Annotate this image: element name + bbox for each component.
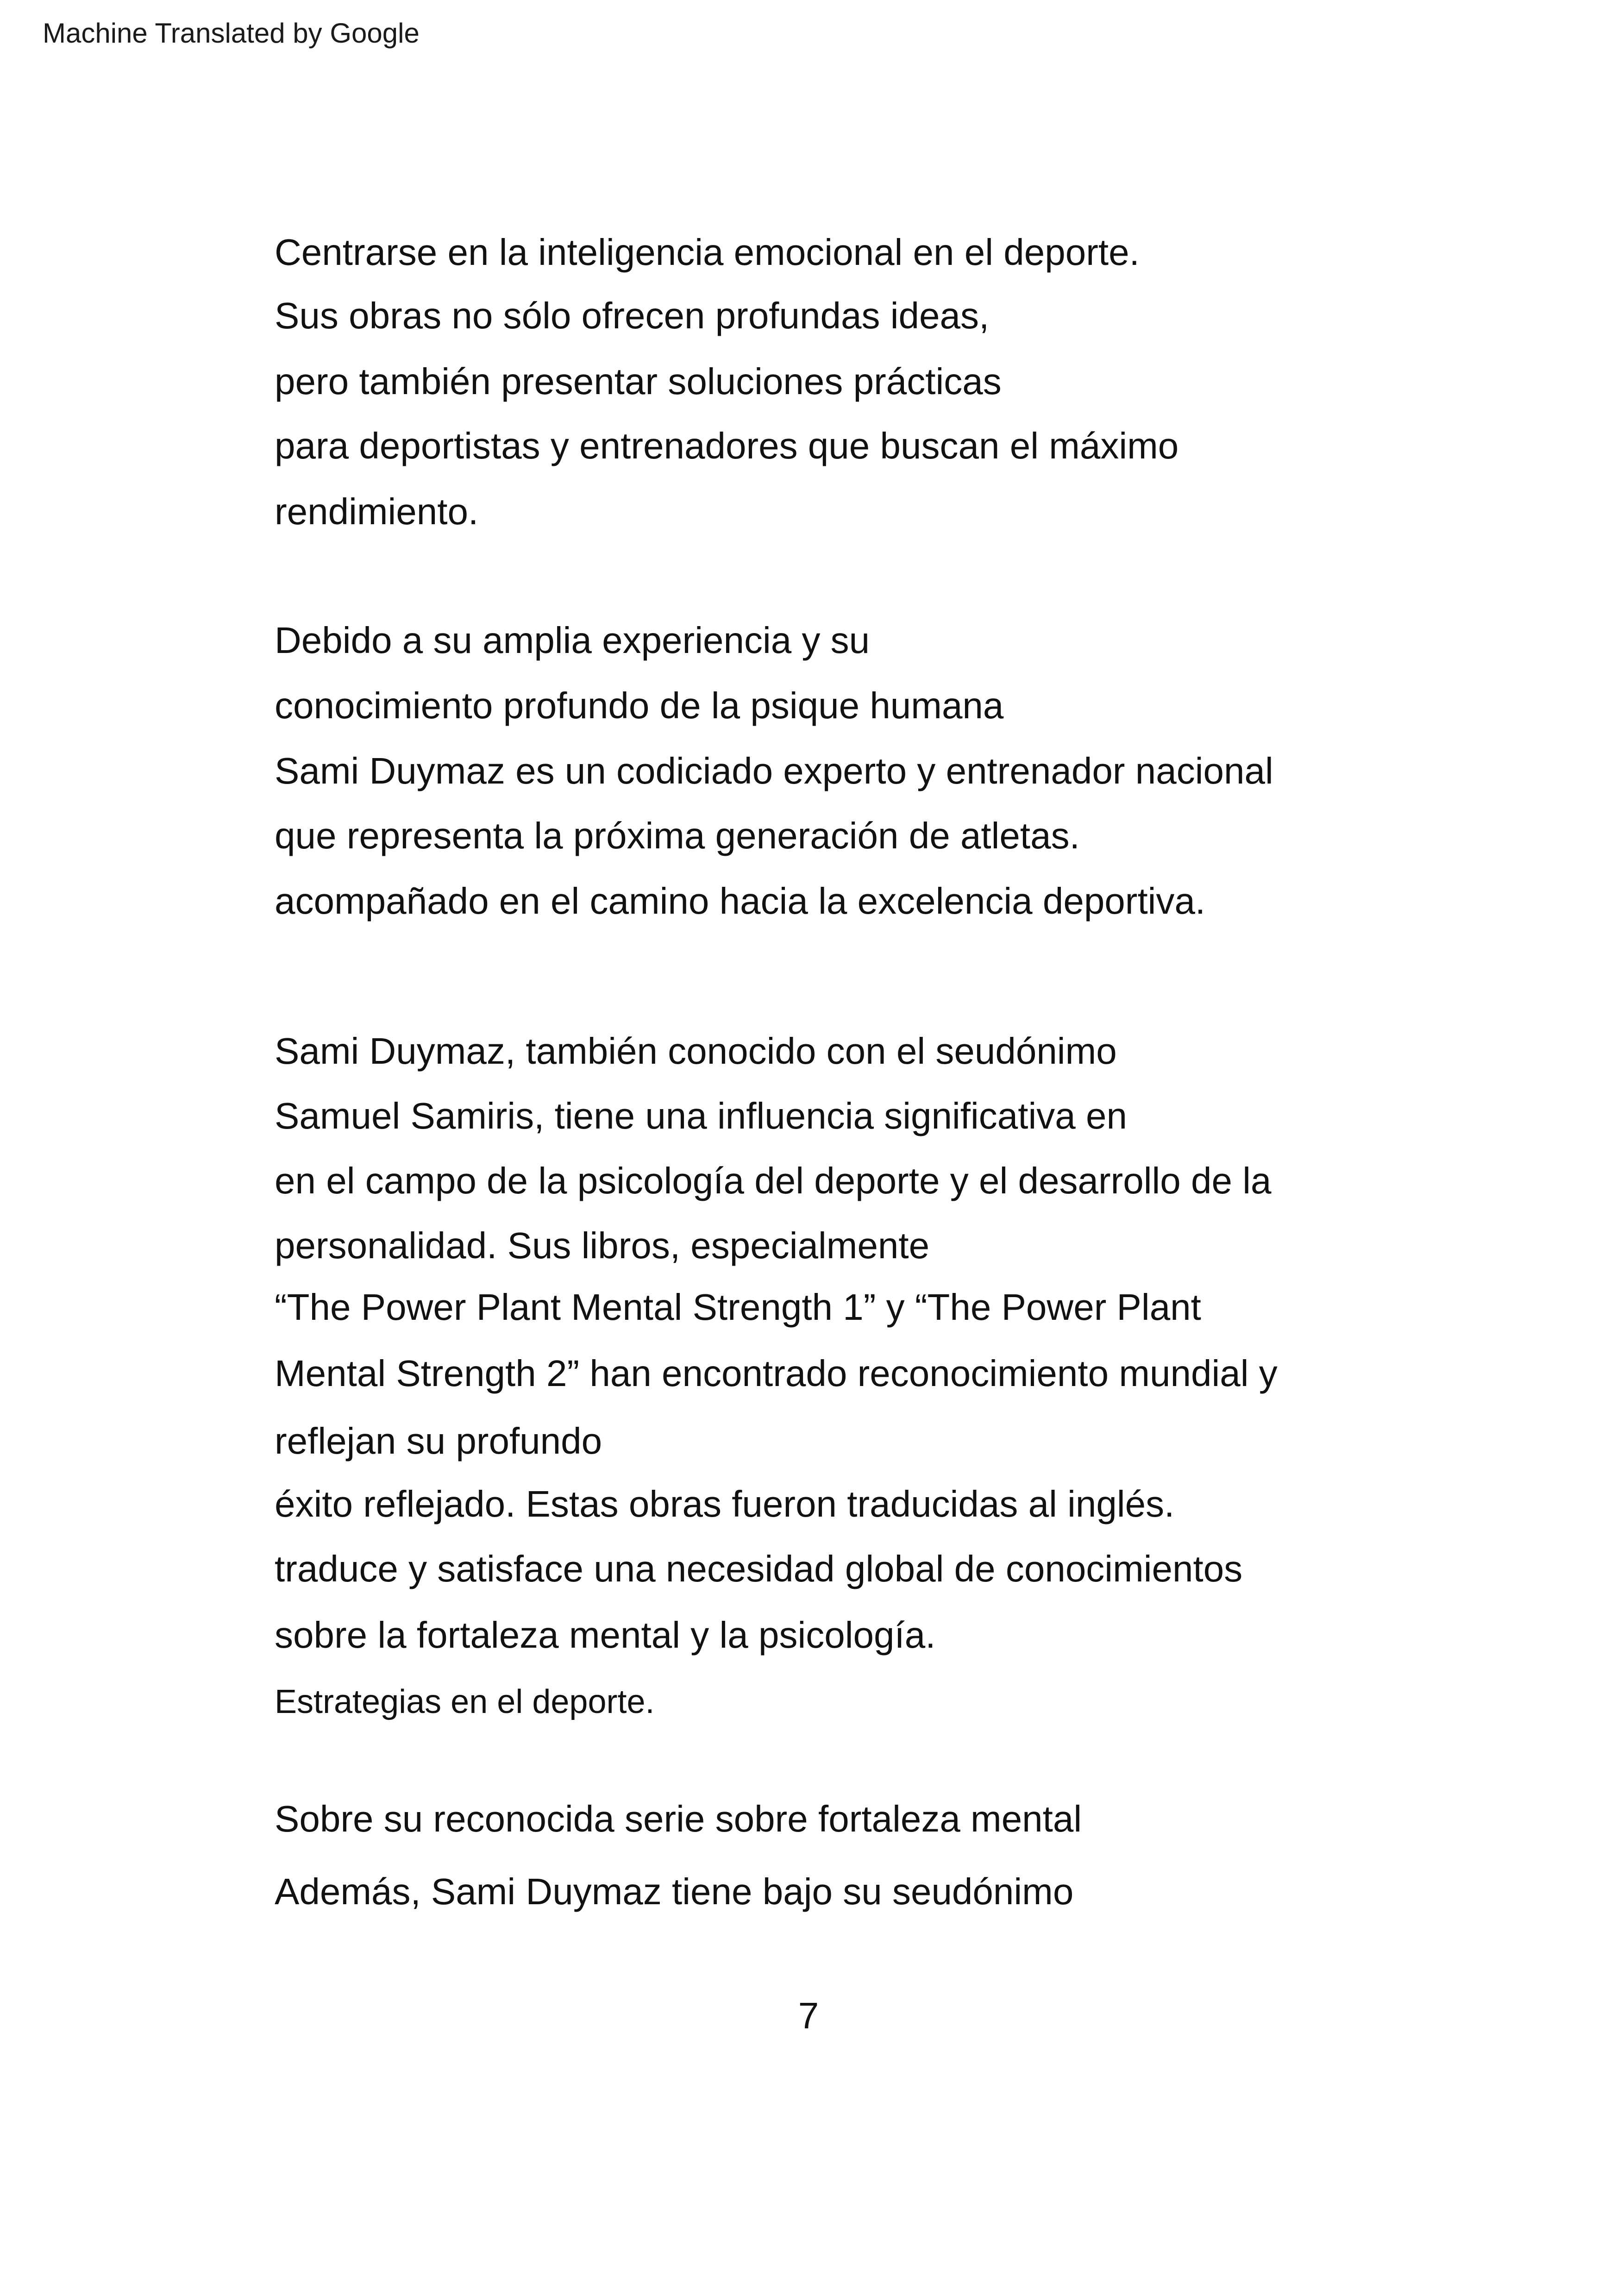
text-line: Centrarse en la inteligencia emocional en el deporte.: [275, 232, 1140, 273]
text-line: reflejan su profundo: [275, 1420, 602, 1462]
text-line: traduce y satisface una necesidad global de conocimientos: [275, 1548, 1243, 1589]
page-number: 7: [798, 1995, 819, 2036]
text-line: conocimiento profundo de la psique humana: [275, 685, 1004, 726]
text-line: Debido a su amplia experiencia y su: [275, 620, 870, 661]
text-line: Estrategias en el deporte.: [275, 1683, 655, 1720]
text-line: Además, Sami Duymaz tiene bajo su seudónimo: [275, 1871, 1074, 1912]
text-line: Sami Duymaz es un codiciado experto y entrenador nacional: [275, 750, 1273, 791]
text-line: Sami Duymaz, también conocido con el seudónimo: [275, 1030, 1117, 1072]
text-line: acompañado en el camino hacia la excelencia deportiva.: [275, 880, 1206, 922]
text-line: pero también presentar soluciones prácticas: [275, 361, 1002, 402]
text-line: Sus obras no sólo ofrecen profundas ideas,: [275, 295, 990, 336]
text-line: Mental Strength 2” han encontrado reconocimiento mundial y: [275, 1353, 1278, 1394]
text-line: personalidad. Sus libros, especialmente: [275, 1225, 930, 1266]
text-line: que representa la próxima generación de atletas.: [275, 815, 1080, 856]
text-line: éxito reflejado. Estas obras fueron traducidas al inglés.: [275, 1483, 1175, 1524]
text-line: rendimiento.: [275, 491, 479, 532]
machine-translation-banner: Machine Translated by Google: [43, 18, 420, 49]
text-line: Sobre su reconocida serie sobre fortaleza mental: [275, 1798, 1082, 1839]
text-line: Samuel Samiris, tiene una influencia significativa en: [275, 1095, 1127, 1136]
text-line: sobre la fortaleza mental y la psicología.: [275, 1614, 936, 1656]
text-line: “The Power Plant Mental Strength 1” y “The Power Plant: [275, 1286, 1201, 1328]
text-line: en el campo de la psicología del deporte y el desarrollo de la: [275, 1160, 1272, 1201]
text-line: para deportistas y entrenadores que buscan el máximo: [275, 425, 1179, 466]
